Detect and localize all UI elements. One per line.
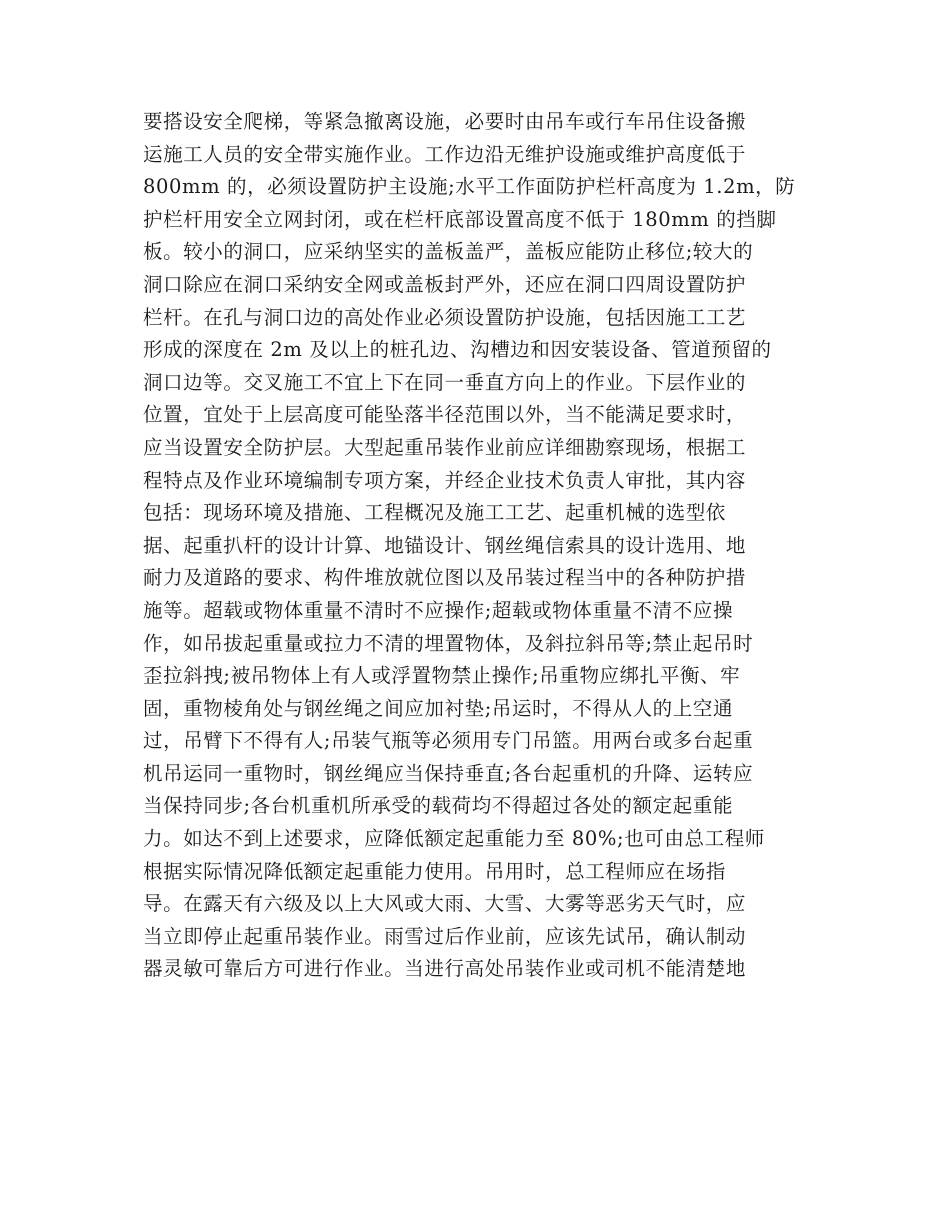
body-text: [143, 106, 813, 986]
text-line: 力。如达不到上述要求，应降低额定起重能力至 80%;也可由总工程师: [143, 827, 765, 851]
text-line: 包括：现场环境及措施、工程概况及施工工艺、起重机械的选型依: [143, 501, 726, 525]
text-line: 运施工人员的安全带实施作业。工作边沿无维护设施或维护高度低于: [143, 142, 747, 166]
text-line: 栏杆。在孔与洞口边的高处作业必须设置防护设施，包括因施工工艺: [143, 305, 747, 329]
text-line: 机吊运同一重物时，钢丝绳应当保持垂直;各台起重机的升降、运转应: [143, 761, 754, 785]
text-line: 作，如吊拔起重量或拉力不清的埋置物体，及斜拉斜吊等;禁止起吊时: [143, 631, 754, 655]
text-line: 800mm 的，必须设置防护主设施;水平工作面防护栏杆高度为 1.2m，防: [143, 175, 796, 199]
text-line: 洞口边等。交叉施工不宜上下在同一垂直方向上的作业。下层作业的: [143, 370, 747, 394]
text-line: 固，重物棱角处与钢丝绳之间应加衬垫;吊运时，不得从人的上空通: [143, 696, 734, 720]
text-line: 器灵敏可靠后方可进行作业。当进行高处吊装作业或司机不能清楚地: [143, 957, 747, 981]
text-line: 板。较小的洞口，应采纳坚实的盖板盖严，盖板应能防止移位;较大的: [143, 240, 754, 264]
text-line: 导。在露天有六级及以上大风或大雨、大雪、大雾等恶劣天气时，应: [143, 892, 747, 916]
text-line: 施等。超载或物体重量不清时不应操作;超载或物体重量不清不应操: [143, 598, 734, 622]
text-line: 位置，宜处于上层高度可能坠落半径范围以外，当不能满足要求时，: [143, 403, 747, 427]
text-line: 形成的深度在 2m 及以上的桩孔边、沟槽边和因安装设备、管道预留的: [143, 338, 772, 362]
text-line: 要搭设安全爬梯，等紧急撤离设施，必要时由吊车或行车吊住设备搬: [143, 110, 747, 133]
text-line: 过，吊臂下不得有人;吊装气瓶等必须用专门吊篮。用两台或多台起重: [143, 729, 754, 753]
text-line: 当立即停止起重吊装作业。雨雪过后作业前，应该先试吊，确认制动: [143, 924, 747, 948]
text-line: 耐力及道路的要求、构件堆放就位图以及吊装过程当中的各种防护措: [143, 566, 747, 590]
text-line: 程特点及作业环境编制专项方案，并经企业技术负责人审批，其内容: [143, 468, 747, 492]
text-line: 当保持同步;各台机重机所承受的载荷均不得超过各处的额定起重能: [143, 794, 734, 818]
text-line: 歪拉斜拽;被吊物体上有人或浮置物禁止操作;吊重物应绑扎平衡、牢: [143, 664, 741, 688]
text-line: 根据实际情况降低额定起重能力使用。吊用时，总工程师应在场指: [143, 859, 726, 883]
text-line: 据、起重扒杆的设计计算、地锚设计、钢丝绳信索具的设计选用、地: [143, 533, 747, 557]
text-line: 应当设置安全防护层。大型起重吊装作业前应详细勘察现场，根据工: [143, 435, 747, 459]
text-line: 护栏杆用安全立网封闭，或在栏杆底部设置高度不低于 180mm 的挡脚: [143, 207, 777, 231]
text-line: 洞口除应在洞口采纳安全网或盖板封严外，还应在洞口四周设置防护: [143, 272, 747, 296]
